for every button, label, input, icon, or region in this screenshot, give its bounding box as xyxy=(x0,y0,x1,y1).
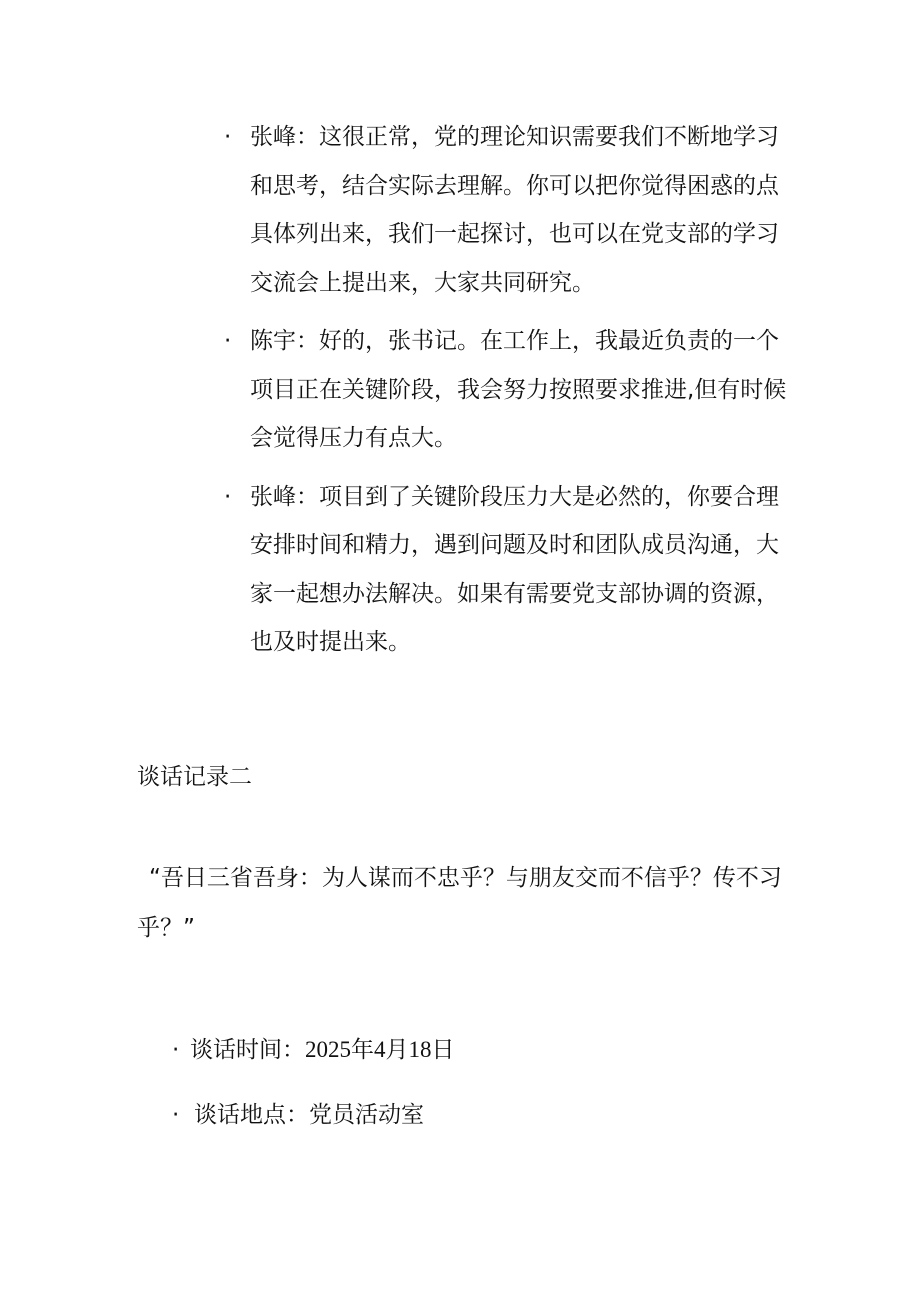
quote: “吾日三省吾身：为人谋而不忠乎？与朋友交而不信乎？传不习乎？” xyxy=(137,865,782,941)
bullet-icon: · xyxy=(224,124,232,150)
meta-place-value: 党员活动室 xyxy=(309,1102,424,1128)
section-title: 谈话记录二 xyxy=(137,764,252,790)
bullet-icon: · xyxy=(224,328,232,354)
dialogue-text: 张峰：项目到了关键阶段压力大是必然的，你要合理安排时间和精力，遇到问题及时和团队成员沟通，大家一起想办法解决。如果有需要党支部协调的资源，也及时提出来。 xyxy=(250,483,779,655)
meta-time-value: 2025年4月18日 xyxy=(305,1037,455,1062)
meta-time xyxy=(172,1030,455,1070)
meta-place-label: 谈话地点： xyxy=(194,1102,309,1128)
dialogue-turn-2 xyxy=(224,317,790,463)
meta-place xyxy=(172,1095,424,1135)
bullet-icon: · xyxy=(224,483,232,510)
meta-time-label: 谈话时间： xyxy=(190,1037,305,1063)
dialogue-turn-1 xyxy=(224,113,790,307)
dialogue-turn-3 xyxy=(224,473,790,667)
dialogue-text: 陈宇：好的，张书记。在工作上，我最近负责的一个项目正在关键阶段，我会努力按照要求推进,但有时候会觉得压力有点大。 xyxy=(250,328,787,451)
dialogue-text: 张峰：这很正常，党的理论知识需要我们不断地学习和思考，结合实际去理解。你可以把你觉得困惑的点具体列出来，我们一起探讨，也可以在党支部的学习交流会上提出来，大家共同研究。 xyxy=(250,124,779,296)
dialogue-list xyxy=(224,113,790,677)
bullet-icon: · xyxy=(172,1102,180,1128)
bullet-icon: · xyxy=(172,1037,180,1063)
